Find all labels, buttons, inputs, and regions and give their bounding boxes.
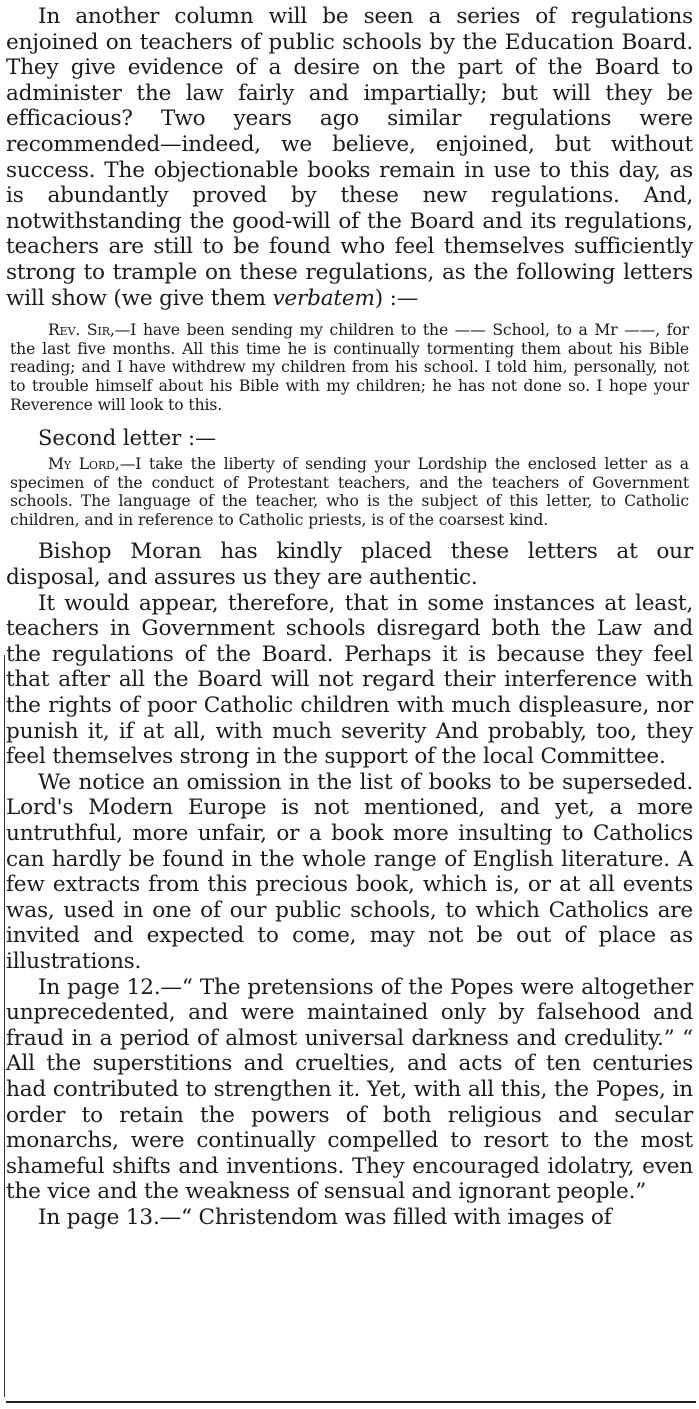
column-left-rule [4,655,5,1397]
second-letter-salutation: My Lord, [48,455,120,474]
teachers-paragraph: It would appear, therefore, that in some instances at least, teachers in Government schools disregard both the Law and the regulations of the Board. Perhaps it is because they feel that after all the Board will not regard their interference with the rights of poor Catholic children with much displeasure, nor punish it, if at all, with much severity And probably, too, they feel themselves strong in the support of the local Committee. [6,590,693,770]
first-letter-body: —I have been sending my children to the —— School, to a Mr ——, for the last five months. All this time he is continually tormenting them about his Bible reading; and I have withdrew my children from his school. I told him, personally, not to trouble himself about his Bible with my children; he has not done so. I hope your Reverence will look to this. [10,321,689,414]
omission-paragraph: We notice an omission in the list of books to be superseded. Lord's Modern Europe is not mentioned, and yet, a more untruthful, more unfair, or a book more insulting to Catholics can hardly be found in the whole range of English literature. A few extracts from this precious book, which is, or at all events was, used in one of our public schools, to which Catholics are invited and expected to come, may not be out of place as illustrations. [6,769,693,974]
page-12-paragraph: In page 12.—“ The pretensions of the Popes were altogether unprecedented, and were maintained only by falsehood and fraud in a period of almost universal darkness and credulity.” “ All the superstitions and cruelties, and acts of ten centuries had contributed to strengthen it. Yet, with all this, the Popes, in order to retain the powers of both religious and secular monarchs, were continually compelled to resort to the most shameful shifts and inventions. They encouraged idolatry, even the vice and the weakness of sensual and ignorant people.” [6,974,693,1205]
intro-text: In another column will be seen a series of regulations enjoined on teachers of public schools by the Education Board. They give evidence of a desire on the part of the Board to administer the law fairly and impartially; but will they be efficacious? Two years ago similar regulations were recommended—indeed, we believe, enjoined, but without success. The objectionable books remain in use to this day, as is abundantly proved by these new regulations. And, notwithstanding the good-will of the Board and its regulations, teachers are still to be found who feel themselves sufficiently strong to trample on these regulations, as the following letters will show (we give them [6,4,693,311]
second-letter-body: —I take the liberty of sending your Lordship the enclosed letter as a specimen of the conduct of Protestant teachers, and the teachers of Government schools. The language of the teacher, who is the subject of this letter, to Catholic children, and in reference to Catholic priests, is of the coarsest kind. [10,455,689,529]
bishop-moran-paragraph: Bishop Moran has kindly placed these letters at our disposal, and assures us they are authentic. [6,539,693,591]
page-bottom-rule [6,1401,696,1403]
first-letter-salutation: Rev. Sir, [48,321,115,340]
intro-paragraph [6,4,693,311]
intro-italic-word: verbatem [272,285,375,311]
first-letter [6,321,693,414]
second-letter-heading: Second letter :— [38,426,217,451]
second-letter [6,455,693,529]
page-13-paragraph: In page 13.—“ Christendom was filled with images of [38,1204,612,1230]
intro-text-end: ) :— [374,285,419,311]
